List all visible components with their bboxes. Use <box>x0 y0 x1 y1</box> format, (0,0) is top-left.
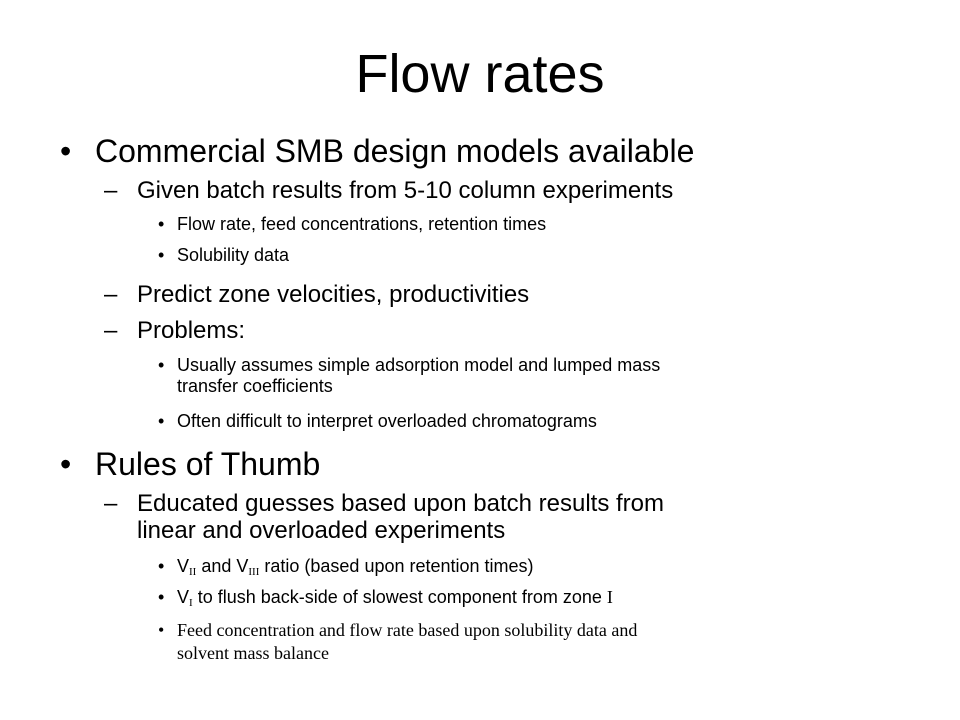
subitem-given-batch-results: Given batch results from 5-10 column experiments <box>137 177 674 204</box>
subsubitem-often: Often difficult to interpret overloaded chromatograms <box>177 411 597 431</box>
subitem-educated-line2: linear and overloaded experiments <box>137 517 506 544</box>
subsubitem-feed-line2: solvent mass balance <box>177 643 329 663</box>
bullet-marker: • <box>158 556 165 576</box>
subsubitem-usually-line2: transfer coefficients <box>177 376 333 396</box>
dash-marker: – <box>104 177 118 204</box>
subscript-i: I <box>189 597 193 609</box>
bullet-marker: • <box>158 245 165 265</box>
v-ratio-mid: and V <box>196 556 249 576</box>
bullet-marker: • <box>158 214 165 234</box>
subsubitem-flow-rate: Flow rate, feed concentrations, retention times <box>177 214 547 234</box>
dash-marker: – <box>104 317 118 344</box>
subsubitem-solubility: Solubility data <box>177 245 290 265</box>
bullet-rules-of-thumb: Rules of Thumb <box>95 446 321 482</box>
bullet-marker: • <box>60 133 72 169</box>
subsubitem-feed-line1: Feed concentration and flow rate based upon solubility data and <box>177 620 638 640</box>
bullet-marker: • <box>60 446 72 482</box>
subitem-educated-line1: Educated guesses based upon batch results from <box>137 490 664 517</box>
v-symbol: V <box>177 587 190 607</box>
bullet-marker: • <box>158 355 165 375</box>
subitem-problems: Problems: <box>137 317 246 344</box>
bullet-marker: • <box>158 587 165 607</box>
subscript-ii: II <box>189 566 197 578</box>
v-ratio-end: ratio (based upon retention times) <box>259 556 534 576</box>
bullet-marker: • <box>158 620 165 640</box>
dash-marker: – <box>104 281 118 308</box>
subsubitem-usually-line1: Usually assumes simple adsorption model and lumped mass <box>177 355 661 375</box>
subsubitem-v-ratio <box>177 556 534 577</box>
v-symbol: V <box>177 556 190 576</box>
subsubitem-v-flush <box>177 587 613 608</box>
zone-label: I <box>606 587 613 607</box>
subscript-iii: III <box>248 566 260 578</box>
bullet-commercial-smb: Commercial SMB design models available <box>95 133 695 169</box>
v-flush-text: to flush back-side of slowest component from zone <box>192 587 607 607</box>
subitem-predict: Predict zone velocities, productivities <box>137 281 530 308</box>
slide-title: Flow rates <box>355 44 605 104</box>
dash-marker: – <box>104 490 118 517</box>
bullet-marker: • <box>158 411 165 431</box>
